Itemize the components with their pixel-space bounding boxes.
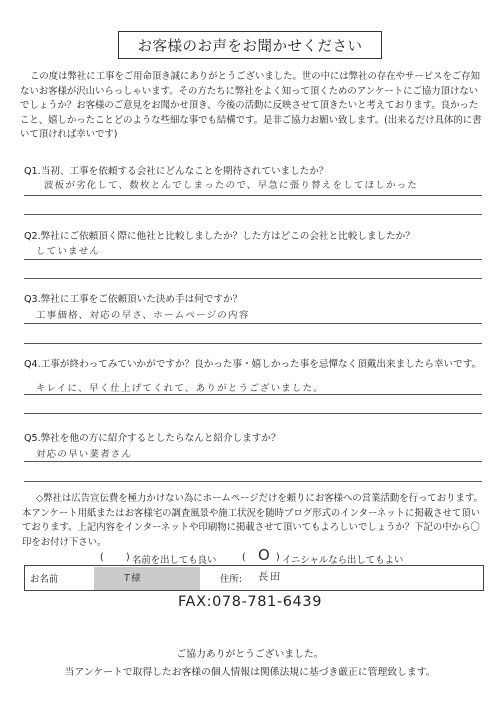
name-value: T様	[123, 573, 142, 584]
answer-line	[24, 278, 482, 279]
choice-initials-ok: イニシャルなら出してもよい	[282, 555, 404, 566]
answer-4: キレイに、早く仕上げてくれて、ありがとうございました。	[35, 383, 325, 394]
fax-number: FAX:078-781-6439	[177, 594, 323, 610]
page-title: お客様のお声をお聞かせください	[118, 31, 382, 59]
question-5: Q5.弊社を他の方に紹介するとしたらなんと紹介しますか？	[24, 433, 281, 444]
question-1: Q1.当初、工事を依頼する会社にどんなことを期待されていましたか？	[24, 166, 329, 177]
address-value: 長田	[257, 571, 282, 583]
answer-2: していません	[35, 246, 101, 257]
answer-line	[24, 394, 482, 395]
answer-3: 工事価格、対応の早さ、ホームページの内容	[35, 310, 250, 321]
circle-mark: O	[258, 546, 270, 564]
consent-note: ◇弊社は広告宣伝費を極力かけない為にホームページだけを頼りにお客様への営業活動を行っております。本アンケート用紙またはお客様宅の調査風景や施工状況を随時ブログ形式のインターネットに掲載させて頂いております。上記内容をインターネットや印刷物に掲載させて頂いてもよろしいでしょうか？下記の中から〇印をお付け下さい。	[22, 493, 483, 548]
answer-line	[24, 413, 482, 414]
answer-line	[24, 195, 482, 196]
answer-line	[24, 481, 482, 482]
answer-line	[24, 461, 482, 462]
privacy-text: 当アンケートで取得したお客様の個人情報は関係法規に基づき厳正に管理致します。	[64, 667, 436, 678]
question-3: Q3.弊社に工事をご依頼頂いた決め手は何ですか？	[24, 294, 243, 305]
answer-5: 対応の早い業者さん	[35, 449, 133, 460]
paren-left: (	[242, 552, 246, 563]
answer-line	[24, 259, 482, 260]
name-address-box	[24, 565, 484, 591]
thanks-text: ご協力ありがとうございました。	[176, 649, 324, 660]
redacted-name	[94, 567, 200, 590]
choice-name-ok: 名前を出しても良い	[132, 555, 217, 566]
name-label: お名前	[30, 574, 59, 585]
intro-text: この度は弊社に工事をご用命頂き誠にありがとうございました。世の中には弊社の存在やサービスをご存知ないお客様が沢山いらっしゃいます。その方たちに弊社をよく知って頂くためのアンケートにご協力頂けないでしょうか？お客様のご意見をお聞かせ頂き、今後の活動に反映させて頂きたいと考えております。良かったこと、嬉しかったことどのような些細な事でも結構です。是非ご協力お願い致します。(出来るだけ具体的に書いて頂ければ幸いです)	[20, 71, 482, 141]
answer-line	[24, 343, 482, 344]
paren-left: (	[100, 552, 104, 563]
answer-1: 波板が劣化して、数枚とんでしまったので、早急に張り替えをしてほしかった	[43, 180, 419, 191]
address-label: 住所:	[220, 574, 242, 585]
answer-line	[24, 323, 482, 324]
question-2: Q2.弊社にご依頼頂く際に他社と比較しましたか？した方はどこの会社と比較しましたか？	[24, 231, 415, 242]
answer-line	[24, 214, 482, 215]
paren-right: )	[126, 552, 130, 563]
question-4: Q4.工事が終わってみていかがですか？良かった事・嬉しかった事を忌憚なく頂戴出来ましたら幸いです。	[24, 359, 482, 370]
paren-right: )	[276, 552, 280, 563]
